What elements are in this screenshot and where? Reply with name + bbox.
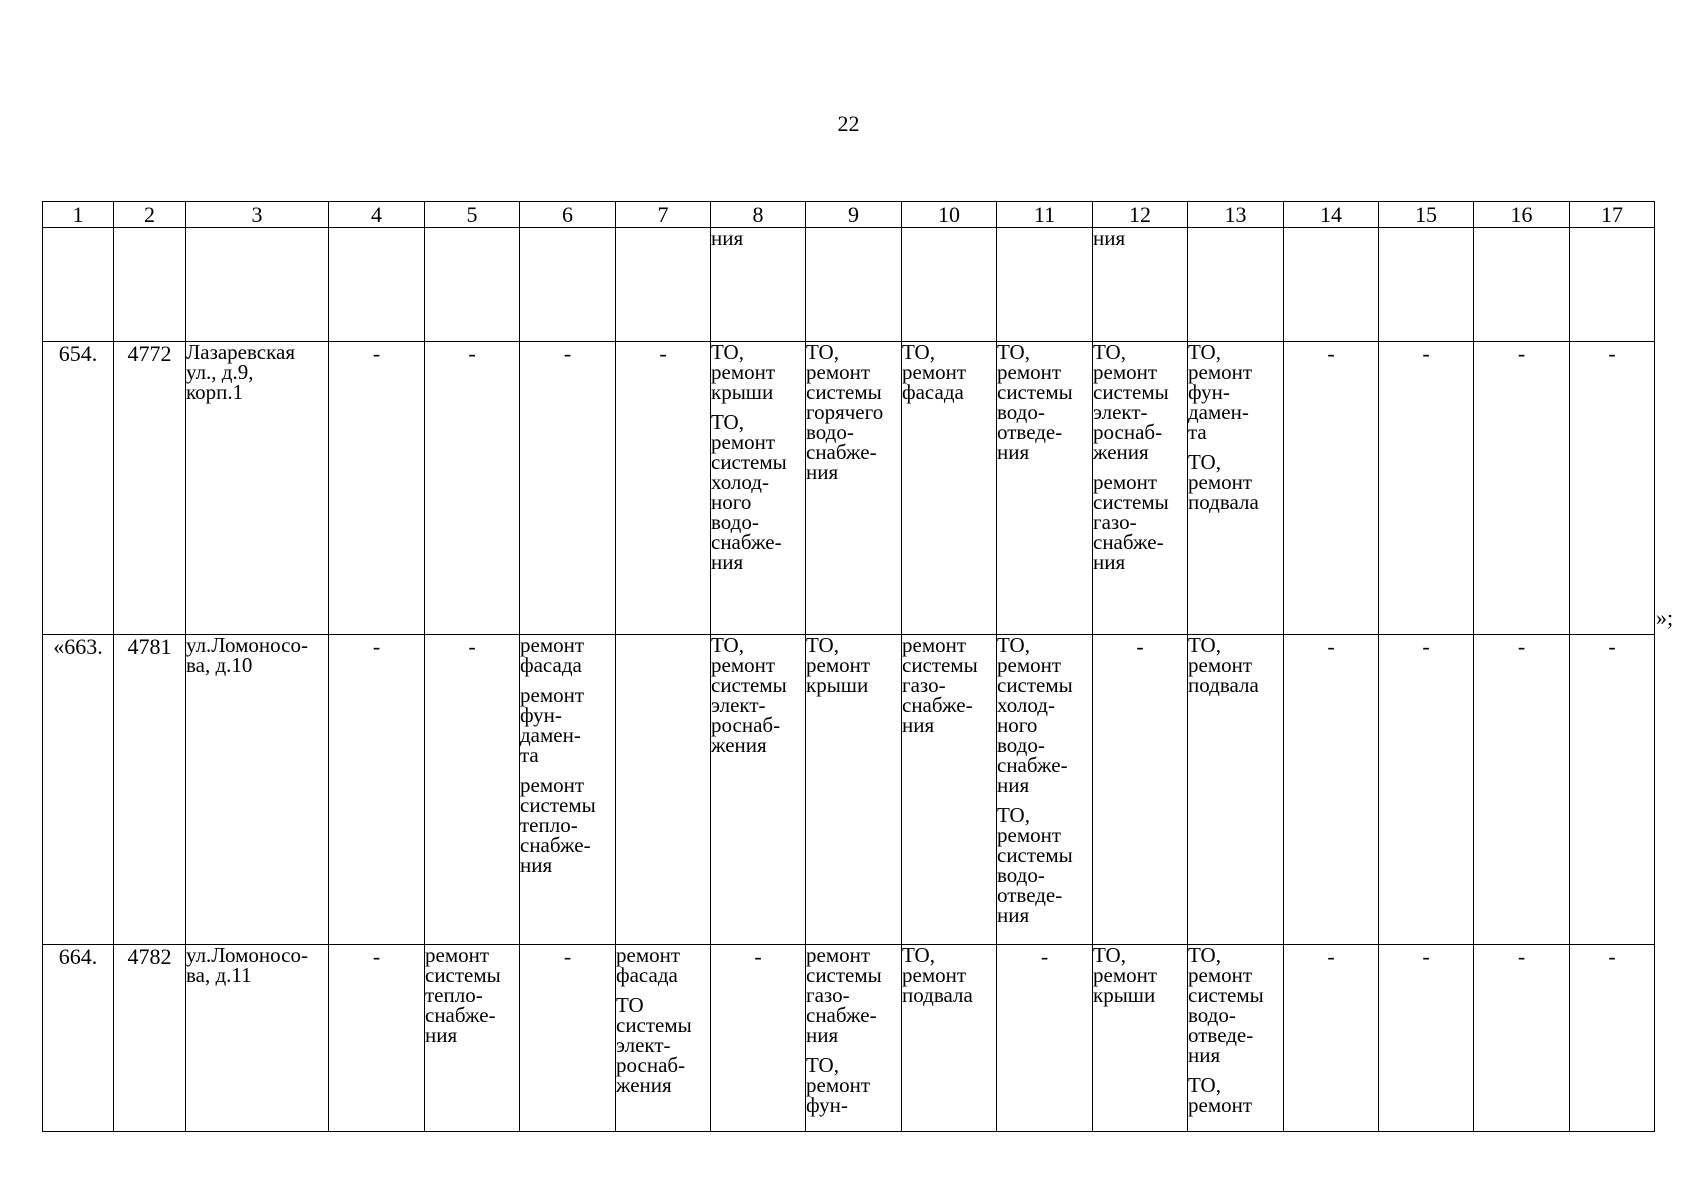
address-cell (186, 342, 329, 635)
building-code-cell: 4782 (114, 945, 186, 1132)
table-row (43, 635, 1655, 945)
table-row (43, 342, 1655, 635)
work-entry: ТО, ремонт фасада (902, 341, 967, 404)
work-entry: ремонт фун- дамен- та (520, 683, 585, 767)
empty-cell (186, 228, 329, 342)
work-entry: ремонт фасада (616, 944, 681, 987)
work-entry: ремонт системы газо- снабже- ния (902, 634, 978, 737)
table-row (43, 228, 1655, 342)
column-number-4: 4 (329, 202, 425, 228)
dash-cell: - (1570, 945, 1655, 1132)
column-number-6: 6 (520, 202, 616, 228)
work-entry: ТО, ремонт фун- дамен- та (1188, 341, 1253, 444)
column-number-5: 5 (425, 202, 520, 228)
row-number-cell: 664. (43, 945, 114, 1132)
work-entry: ТО, ремонт системы водо- отведе- ния (997, 341, 1073, 464)
dash-cell: - (1284, 342, 1379, 635)
column-number-10: 10 (902, 202, 997, 228)
dash-cell: - (1284, 945, 1379, 1132)
dash-cell: - (1570, 342, 1655, 635)
empty-cell (902, 228, 997, 342)
work-entry: ТО, ремонт подвала (1188, 450, 1259, 514)
dash-cell: - (997, 945, 1093, 1132)
work-cell (902, 635, 997, 945)
work-cell (1093, 342, 1188, 635)
dash-cell: - (520, 342, 616, 635)
column-number-14: 14 (1284, 202, 1379, 228)
row-number-cell: 654. (43, 342, 114, 635)
work-entry: ТО, ремонт крыши (711, 341, 776, 404)
dash-cell: - (1379, 635, 1474, 945)
work-cell (806, 342, 902, 635)
dash-cell: - (425, 342, 520, 635)
work-cell (711, 342, 806, 635)
empty-cell (1379, 228, 1474, 342)
column-number-2: 2 (114, 202, 186, 228)
empty-cell (329, 228, 425, 342)
column-number-9: 9 (806, 202, 902, 228)
column-number-3: 3 (186, 202, 329, 228)
column-number-1: 1 (43, 202, 114, 228)
work-entry: ремонт системы газо- снабже- ния (1093, 470, 1169, 574)
empty-cell (1284, 228, 1379, 342)
empty-cell (1570, 228, 1655, 342)
empty-cell (425, 228, 520, 342)
work-entry: ТО, ремонт системы горячего водо- снабже- ния (806, 341, 884, 484)
building-code-cell: 4781 (114, 635, 186, 945)
work-entry: ул.Ломоносо- ва, д.11 (186, 944, 308, 987)
work-entry: ТО, ремонт подвала (902, 944, 973, 1007)
building-code-cell: 4772 (114, 342, 186, 635)
dash-cell: - (1570, 635, 1655, 945)
work-entry: ТО, ремонт (1188, 1073, 1253, 1117)
work-entry: ул.Ломоносо- ва, д.10 (186, 634, 308, 677)
page-number: 22 (837, 111, 860, 136)
work-cell (711, 228, 806, 342)
column-number-12: 12 (1093, 202, 1188, 228)
work-entry: ТО системы элект- роснаб- жения (616, 993, 692, 1097)
dash-cell: - (711, 945, 806, 1132)
work-cell (616, 945, 711, 1132)
work-entry: ремонт фасада (520, 634, 585, 677)
dash-cell: - (616, 342, 711, 635)
closing-quote-mark: »; (1656, 605, 1674, 630)
work-entry: ТО, ремонт подвала (1188, 634, 1259, 697)
empty-cell (1474, 228, 1570, 342)
work-cell (520, 635, 616, 945)
dash-cell: - (520, 945, 616, 1132)
dash-cell: - (1093, 635, 1188, 945)
work-cell (711, 635, 806, 945)
dash-cell: - (1474, 945, 1570, 1132)
empty-cell (997, 228, 1093, 342)
work-cell (997, 635, 1093, 945)
work-cell (425, 945, 520, 1132)
row-number-cell: «663. (43, 635, 114, 945)
work-cell (806, 635, 902, 945)
work-cell (806, 945, 902, 1132)
column-number-16: 16 (1474, 202, 1570, 228)
dash-cell: - (425, 635, 520, 945)
repair-schedule-table (42, 201, 1655, 1132)
work-entry: ТО, ремонт крыши (1093, 944, 1158, 1007)
table-body (43, 228, 1655, 1132)
work-entry: Лазаревская ул., д.9, корп.1 (186, 341, 295, 404)
work-entry: ТО, ремонт системы элект- роснаб- жения (1093, 341, 1169, 464)
work-entry: ТО, ремонт крыши (806, 634, 871, 697)
empty-cell (616, 228, 711, 342)
dash-cell: - (329, 945, 425, 1132)
dash-cell: - (1284, 635, 1379, 945)
address-cell (186, 635, 329, 945)
empty-cell (43, 228, 114, 342)
empty-cell (520, 228, 616, 342)
work-cell (1188, 945, 1284, 1132)
work-entry: ния (711, 227, 744, 250)
work-entry: ТО, ремонт системы водо- отведе- ния (1188, 944, 1264, 1067)
empty-cell (114, 228, 186, 342)
work-entry: ремонт системы газо- снабже- ния (806, 944, 882, 1047)
column-number-7: 7 (616, 202, 711, 228)
empty-cell (806, 228, 902, 342)
work-entry: ТО, ремонт системы холод- ного водо- снабже- ния (997, 634, 1073, 797)
column-number-8: 8 (711, 202, 806, 228)
empty-cell (1188, 228, 1284, 342)
work-entry: ния (1093, 227, 1126, 250)
dash-cell: - (1379, 945, 1474, 1132)
work-entry: ремонт системы тепло- снабже- ния (425, 944, 501, 1047)
dash-cell: - (1474, 635, 1570, 945)
work-cell (997, 342, 1093, 635)
work-entry: ремонт системы тепло- снабже- ния (520, 773, 596, 877)
column-number-15: 15 (1379, 202, 1474, 228)
empty-cell (616, 635, 711, 945)
dash-cell: - (329, 342, 425, 635)
column-number-row (43, 202, 1655, 228)
work-entry: ТО, ремонт фун- (806, 1053, 871, 1117)
work-cell (1093, 228, 1188, 342)
work-cell (902, 945, 997, 1132)
work-entry: ТО, ремонт системы водо- отведе- ния (997, 803, 1073, 927)
column-number-11: 11 (997, 202, 1093, 228)
dash-cell: - (329, 635, 425, 945)
column-number-13: 13 (1188, 202, 1284, 228)
address-cell (186, 945, 329, 1132)
work-entry: ТО, ремонт системы холод- ного водо- снабже- ния (711, 410, 787, 574)
work-entry: ТО, ремонт системы элект- роснаб- жения (711, 634, 787, 757)
work-cell (1188, 342, 1284, 635)
dash-cell: - (1379, 342, 1474, 635)
work-cell (1093, 945, 1188, 1132)
work-cell (902, 342, 997, 635)
table-row (43, 945, 1655, 1132)
work-cell (1188, 635, 1284, 945)
column-number-17: 17 (1570, 202, 1655, 228)
dash-cell: - (1474, 342, 1570, 635)
